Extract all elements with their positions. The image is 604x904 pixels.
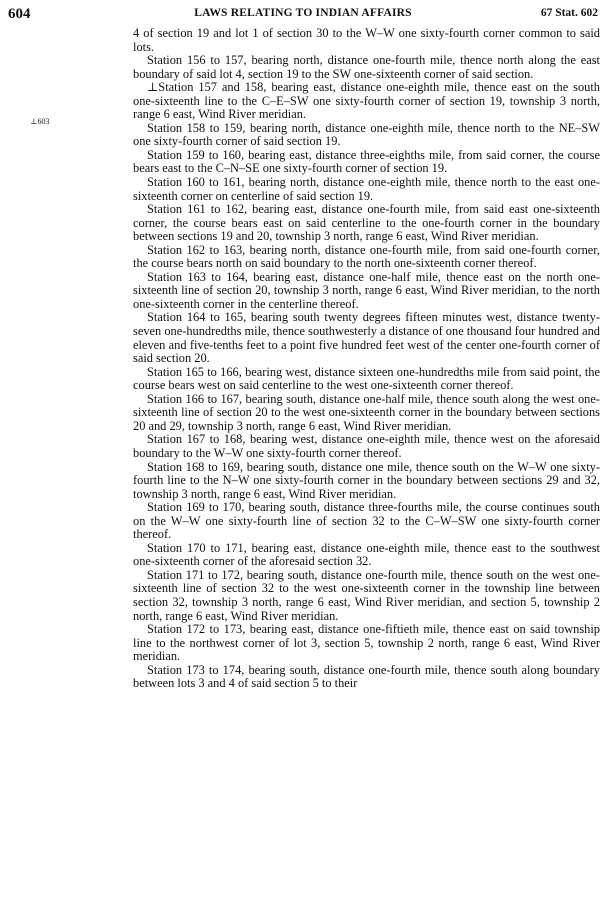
paragraph: Station 161 to 162, bearing east, distance one-fourth mile, from said east one-sixteenth corner, the course bears east on said centerline to the one-fourth corner in the boundary between sections 19 and 20, township 3 north, range 6 east, Wind River meridian. bbox=[133, 202, 600, 244]
paragraph: Station 171 to 172, bearing south, distance one-fourth mile, thence south on the west one-sixteenth line of section 32 to the west one-sixteenth corner in the township line between section 32, township 3 north, range 6 east, Wind River meridian, and section 5, township 2 north, range 6 east, Wind River meridian. bbox=[133, 567, 600, 623]
running-title: LAWS RELATING TO INDIAN AFFAIRS bbox=[194, 7, 412, 19]
page-break-mark: ⊥ bbox=[147, 80, 159, 95]
paragraph: Station 159 to 160, bearing east, distance three-eighths mile, from said corner, the course bears east to the C–N–SE one sixty-fourth corner of section 19. bbox=[133, 147, 600, 176]
paragraph: Station 164 to 165, bearing south twenty degrees fifteen minutes west, distance twenty-seven one-hundredths mile, thence southwesterly a distance of one thousand four hundred and eleven and five-tenths feet to a point five hundred feet west of the center one-fourth corner of said section 20. bbox=[133, 310, 600, 366]
paragraph: Station 166 to 167, bearing south, distance one-half mile, thence south along the west one-sixteenth line of section 20 to the west one-sixteenth corner in the boundary between sections 20 and 29, township 3 north, range 6 east, Wind River meridian. bbox=[133, 391, 600, 433]
margin-page-reference: ⊥603 bbox=[30, 117, 50, 126]
paragraph: Station 156 to 157, bearing north, distance one-fourth mile, thence north along the east boundary of said lot 4, section 19 to the SW one-sixteenth corner of said section. bbox=[133, 53, 600, 81]
paragraph: 4 of section 19 and lot 1 of section 30 to the W–W one sixty-fourth corner common to said lots. bbox=[133, 26, 600, 54]
paragraph: Station 167 to 168, bearing west, distance one-eighth mile, thence west on the aforesaid boundary to the W–W one sixty-fourth corner thereof. bbox=[133, 432, 600, 460]
paragraph: Station 162 to 163, bearing north, distance one-fourth mile, from said one-fourth corner, the course bears north on said boundary to the north one-sixteenth corner thereof. bbox=[133, 242, 600, 271]
paragraph: Station 170 to 171, bearing east, distance one-eighth mile, thence east to the southwest one-sixteenth corner of the aforesaid section 32. bbox=[133, 540, 600, 569]
paragraph bbox=[133, 81, 600, 122]
statute-citation: 67 Stat. 602 bbox=[540, 7, 598, 19]
paragraph: Station 168 to 169, bearing south, distance one mile, thence south on the W–W one sixty-fourth line to the N–W one sixty-fourth corner in the boundary between sections 29 and 32, township 3 north, range 6 east, Wind River meridian. bbox=[133, 459, 600, 501]
paragraph: Station 165 to 166, bearing west, distance sixteen one-hundredths mile from said point, the course bears west on said centerline to the west one-sixteenth corner thereof. bbox=[133, 364, 600, 393]
document-body bbox=[133, 27, 600, 691]
paragraph: Station 173 to 174, bearing south, distance one-fourth mile, thence south along boundary between lots 3 and 4 of said section 5 to their bbox=[133, 662, 600, 691]
paragraph: Station 158 to 159, bearing north, distance one-eighth mile, thence north to the NE–SW one sixty-fourth corner of said section 19. bbox=[133, 120, 600, 149]
page-header bbox=[8, 6, 598, 26]
paragraph: Station 172 to 173, bearing east, distance one-fiftieth mile, thence east on said township line to the northwest corner of lot 3, section 5, township 2 north, range 6 east, Wind River meridian. bbox=[133, 622, 600, 664]
page-number: 604 bbox=[8, 6, 31, 22]
paragraph: Station 160 to 161, bearing north, distance one-eighth mile, thence north to the east one-sixteenth corner on centerline of said section 19. bbox=[133, 175, 600, 203]
paragraph: Station 169 to 170, bearing south, distance three-fourths mile, the course continues south on the W–W one sixty-fourth line of section 32 to the C–W–SW one sixty-fourth corner thereof. bbox=[133, 500, 600, 542]
paragraph-text: Station 157 and 158, bearing east, distance one-eighth mile, thence east on the south one-sixteenth line to the C–E–SW one sixty-fourth corner of section 19, township 3 north, range 6 east, Wind River meridian. bbox=[133, 80, 600, 122]
paragraph: Station 163 to 164, bearing east, distance one-half mile, thence east on the north one-sixteenth line of section 20, township 3 north, range 6 east, Wind River meridian, to the north one-sixteenth corner in the centerline thereof. bbox=[133, 269, 600, 311]
